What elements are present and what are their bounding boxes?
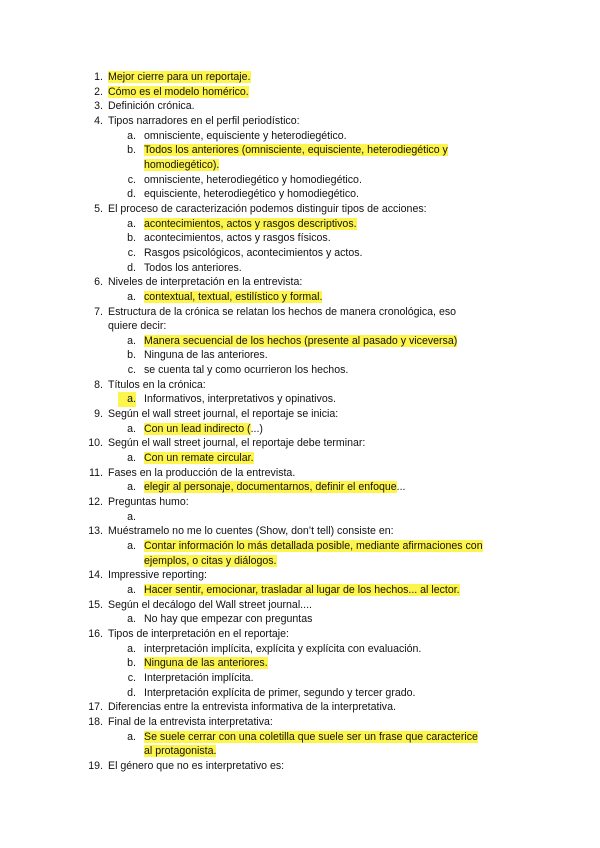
option-text-wrap — [144, 231, 484, 246]
question-item — [0, 759, 600, 774]
question-text: Estructura de la crónica se relatan los hechos de manera cronológica, eso quiere decir: — [108, 305, 457, 333]
question-text: El género que no es interpretativo es: — [108, 759, 285, 772]
option-text-wrap — [144, 246, 484, 261]
answer-option — [0, 231, 600, 246]
question-text: Niveles de interpretación en la entrevista: — [108, 276, 303, 289]
option-text: Interpretación explícita de primer, segundo y tercer grado. — [144, 686, 416, 699]
question-text-wrap — [108, 202, 476, 217]
question-number: 9. — [94, 408, 103, 421]
option-letter: b. — [127, 144, 136, 157]
question-text-wrap — [108, 759, 476, 774]
question-text: Mejor cierre para un reportaje. — [108, 71, 251, 83]
option-text-wrap — [144, 730, 484, 759]
question-text: Impressive reporting: — [108, 569, 207, 582]
answer-option — [0, 656, 600, 671]
option-letter: c. — [127, 364, 136, 377]
option-letter: a. — [127, 583, 136, 596]
question-item — [0, 700, 600, 715]
question-text: Tipos de interpretación en el reportaje: — [108, 627, 289, 640]
option-text: se cuenta tal y como ocurrieron los hechos. — [144, 364, 349, 377]
question-text-wrap — [108, 85, 476, 100]
question-item — [0, 715, 600, 730]
option-text: omnisciente, heterodiegético y homodiegético. — [144, 173, 362, 186]
question-item — [0, 85, 600, 100]
question-text: El proceso de caracterización podemos distinguir tipos de acciones: — [108, 202, 427, 215]
answer-option — [0, 290, 600, 305]
question-text-wrap — [108, 568, 476, 583]
option-text: acontecimientos, actos y rasgos descriptivos. — [144, 217, 357, 230]
option-letter: a. — [127, 452, 136, 465]
question-text-wrap — [108, 495, 476, 510]
option-text: elegir al personaje, documentarnos, definir el enfoque — [144, 481, 397, 494]
answer-option — [0, 583, 600, 598]
answer-option — [0, 510, 600, 525]
option-text: Con un remate circular. — [144, 452, 254, 465]
question-item — [0, 598, 600, 613]
option-text: contextual, textual, estilístico y formal. — [144, 290, 323, 303]
question-number: 2. — [94, 85, 103, 98]
question-number: 18. — [88, 715, 103, 728]
question-text: Según el wall street journal, el reportaje debe terminar: — [108, 437, 366, 450]
answer-option — [0, 363, 600, 378]
question-item — [0, 568, 600, 583]
question-number: 17. — [88, 701, 103, 714]
question-number: 13. — [88, 525, 103, 538]
option-text-wrap — [144, 363, 484, 378]
option-letter: c. — [127, 173, 136, 186]
option-letter: a. — [118, 392, 136, 407]
answer-option — [0, 539, 600, 568]
option-letter: d. — [127, 188, 136, 201]
option-letter: a. — [127, 540, 136, 552]
document-page — [0, 70, 600, 774]
question-number: 11. — [89, 466, 103, 479]
option-text-wrap — [144, 129, 484, 144]
option-letter: a. — [127, 730, 136, 743]
option-text-wrap — [144, 671, 484, 686]
option-text-wrap — [144, 290, 484, 305]
answer-option — [0, 392, 600, 407]
option-letter: a. — [127, 334, 136, 347]
question-text: Final de la entrevista interpretativa: — [108, 715, 273, 728]
question-item — [0, 275, 600, 290]
question-number: 5. — [94, 202, 103, 215]
option-suffix: ...) — [250, 422, 263, 435]
answer-option — [0, 348, 600, 363]
question-text: Definición crónica. — [108, 100, 195, 113]
option-letter: d. — [127, 686, 136, 699]
question-text-wrap — [108, 466, 476, 481]
question-text: Según el wall street journal, el reportaje se inicia: — [108, 408, 339, 421]
answer-option — [0, 730, 600, 759]
question-item — [0, 202, 600, 217]
question-item — [0, 524, 600, 539]
question-text: Fases en la producción de la entrevista. — [108, 466, 296, 479]
question-text-wrap — [108, 524, 476, 539]
question-item — [0, 99, 600, 114]
question-item — [0, 627, 600, 642]
option-text-wrap — [144, 539, 484, 568]
option-text: equisciente, heterodiegético y homodiegético. — [144, 188, 359, 201]
option-text: Se suele cerrar con una coletilla que suele ser un frase que caracterice al protagonista. — [144, 730, 478, 758]
option-text-wrap — [144, 348, 484, 363]
option-letter: a. — [127, 613, 136, 626]
question-text: Según el decálogo del Wall street journal.... — [108, 598, 312, 611]
question-number: 19. — [88, 759, 103, 772]
answer-option — [0, 671, 600, 686]
answer-option — [0, 612, 600, 627]
option-letter: a. — [127, 642, 136, 655]
answer-option — [0, 686, 600, 701]
option-text-wrap — [144, 187, 484, 202]
option-text-wrap — [144, 173, 484, 188]
option-text: acontecimientos, actos y rasgos físicos. — [144, 232, 331, 245]
option-text-wrap — [144, 334, 484, 349]
question-number: 4. — [94, 114, 103, 127]
option-letter: d. — [127, 261, 136, 274]
option-text: Manera secuencial de los hechos (presente al pasado y viceversa) — [144, 334, 458, 347]
option-text-wrap — [144, 451, 484, 466]
question-text-wrap — [108, 305, 476, 334]
question-item — [0, 378, 600, 393]
question-number: 16. — [88, 627, 103, 640]
answer-option — [0, 422, 600, 437]
question-number: 6. — [94, 276, 103, 289]
option-text: Hacer sentir, emocionar, trasladar al lugar de los hechos... al lector. — [144, 583, 460, 596]
answer-option — [0, 129, 600, 144]
option-letter: a. — [127, 422, 136, 435]
option-text: Ninguna de las anteriores. — [144, 657, 268, 670]
option-text-wrap — [144, 656, 484, 671]
question-text-wrap — [108, 99, 476, 114]
question-text: Títulos en la crónica: — [108, 378, 206, 391]
question-text-wrap — [108, 378, 476, 393]
question-number: 12. — [88, 496, 103, 509]
question-text-wrap — [108, 715, 476, 730]
option-letter: a. — [127, 481, 136, 494]
question-item — [0, 305, 600, 334]
question-item — [0, 407, 600, 422]
option-text: interpretación implícita, explícita y explícita con evaluación. — [144, 642, 422, 655]
question-text: Tipos narradores en el perfil periodístico: — [108, 114, 300, 127]
question-text-wrap — [108, 627, 476, 642]
option-text: Todos los anteriores. — [144, 261, 242, 274]
option-text: Todos los anteriores (omnisciente, equisciente, heterodiegético y homodiegético). — [144, 144, 448, 171]
option-letter: a. — [127, 217, 136, 230]
answer-option — [0, 451, 600, 466]
option-letter: a. — [127, 129, 136, 142]
option-text: Informativos, interpretativos y opinativos. — [144, 393, 336, 406]
question-item — [0, 495, 600, 510]
question-text-wrap — [108, 436, 476, 451]
answer-option — [0, 642, 600, 657]
question-number: 1. — [94, 71, 103, 83]
option-text: Ninguna de las anteriores. — [144, 349, 268, 362]
option-text-wrap — [144, 422, 484, 437]
option-letter: a. — [127, 290, 136, 303]
answer-option — [0, 246, 600, 261]
question-text-wrap — [108, 114, 476, 129]
question-text-wrap — [108, 275, 476, 290]
option-text-wrap — [144, 143, 484, 172]
option-text-wrap — [144, 480, 484, 495]
option-suffix: ... — [396, 481, 406, 494]
answer-option — [0, 173, 600, 188]
option-text-wrap — [144, 642, 484, 657]
option-text: Interpretación implícita. — [144, 671, 254, 684]
option-text-wrap — [144, 612, 484, 627]
option-text: Contar información lo más detallada posible, mediante afirmaciones con ejemplos, o citas y diálogos. — [144, 540, 483, 567]
question-text-wrap — [108, 700, 476, 715]
option-text: Rasgos psicológicos, acontecimientos y actos. — [144, 246, 363, 259]
answer-option — [0, 217, 600, 232]
question-text-wrap — [108, 598, 476, 613]
question-number: 15. — [88, 598, 103, 611]
option-text: No hay que empezar con preguntas — [144, 613, 313, 626]
question-item — [0, 114, 600, 129]
question-number: 14. — [88, 569, 103, 582]
question-text: Preguntas humo: — [108, 496, 189, 509]
option-letter: b. — [127, 657, 136, 670]
answer-option — [0, 187, 600, 202]
question-text: Cómo es el modelo homérico. — [108, 85, 249, 98]
answer-option — [0, 261, 600, 276]
option-text-wrap — [144, 583, 484, 598]
option-letter: c. — [127, 246, 136, 259]
option-letter: b. — [127, 232, 136, 245]
option-text-wrap — [144, 686, 484, 701]
option-letter: c. — [127, 671, 136, 684]
answer-option — [0, 334, 600, 349]
option-letter: b. — [127, 349, 136, 362]
question-number: 10. — [88, 437, 103, 450]
question-text-wrap — [108, 407, 476, 422]
answer-option — [0, 480, 600, 495]
option-text-wrap — [144, 392, 484, 407]
question-item — [0, 466, 600, 481]
question-text: Muéstramelo no me lo cuentes (Show, don’t tell) consiste en: — [108, 525, 394, 538]
option-text-wrap — [144, 217, 484, 232]
question-number: 7. — [94, 305, 103, 318]
option-letter: a. — [127, 510, 136, 523]
answer-option — [0, 143, 600, 172]
question-item — [0, 70, 600, 85]
question-text-wrap — [108, 70, 476, 85]
option-text: Con un lead indirecto ( — [144, 422, 251, 435]
question-text: Diferencias entre la entrevista informativa de la interpretativa. — [108, 701, 396, 714]
option-text: omnisciente, equisciente y heterodiegético. — [144, 129, 347, 142]
question-number: 8. — [94, 378, 103, 391]
question-number: 3. — [94, 100, 103, 113]
option-text-wrap — [144, 510, 484, 525]
question-item — [0, 436, 600, 451]
option-text-wrap — [144, 261, 484, 276]
